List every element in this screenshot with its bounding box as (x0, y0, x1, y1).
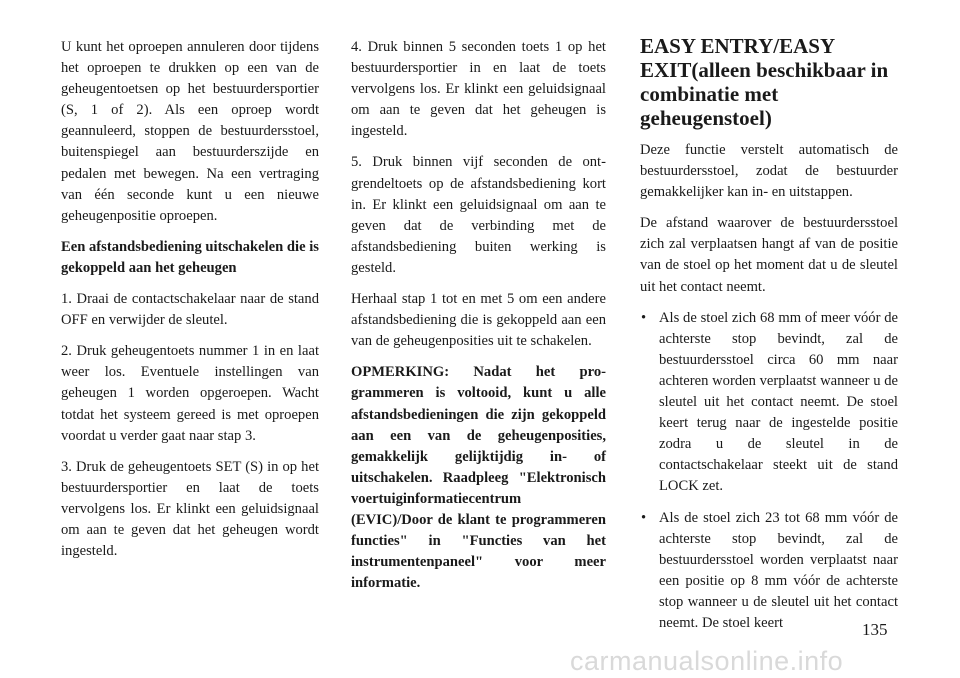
step-5: 5. Druk binnen vijf seconden de ontgrendeltoets op de afstandsbediening kort in. Er klinkt een geluidsignaal om aan te geven dat de verbinding met de afstandsbediening buiten werking is gesteld. (351, 154, 606, 276)
section-heading-disable-remote: Een afstandsbediening uitschakelen die is gekoppeld aan het geheugen (61, 238, 319, 276)
text-column-left (61, 37, 319, 572)
note-paragraph: OPMERKING: Nadat het programmeren is voltooid, kunt u alle afstandsbedieningen die zijn gekoppeld aan een van de geheugenposities, gemakkelijk gelijktijdig in- of uitschakelen. Raadpleeg "Elektronisch voertuiginformatiecentrum (EVIC)/Door de klant te programmeren functies" in "Functies van het instrumentenpaneel" voor meer informatie. (351, 364, 606, 592)
step-3: 3. Druk de geheugentoets SET (S) in op het bestuurdersportier en laat de toets vervolgens los. Er klinkt een geluidsignaal om aan te geven dat het geheugen wordt ingesteld. (61, 458, 319, 560)
paragraph-distance: De afstand waarover de bestuurdersstoel zich zal verplaatsen hangt af van de positie van de stoel op het moment dat u de sleutel uit het contact neemt. (640, 215, 898, 295)
section-title-easy-entry: EASY ENTRY/EASY EXIT(alleen beschikbaar in combinatie met geheugenstoel) (640, 34, 889, 130)
list-item (640, 308, 898, 498)
step-4: 4. Druk binnen 5 seconden toets 1 op het bestuurdersportier in en laat de toets vervolgens los. Er klinkt een geluidsignaal om aan te geven dat het geheugen is ingesteld. (351, 39, 606, 140)
bullet-list (640, 308, 898, 634)
text-column-right (640, 34, 898, 644)
page-number: 135 (862, 620, 888, 639)
text-column-middle (351, 37, 606, 604)
bullet-icon: • (641, 309, 647, 326)
list-item-text: Als de stoel zich 68 mm of meer vóór de achterste stop bevindt, zal de bestuurdersstoel circa 60 mm naar achteren worden verplaatst wanneer u de sleutel uit het contact neemt. De stoel keert terug naar de ingestelde positie zodra u de sleutel in de contactschakelaar steekt uit de stand LOCK zet. (659, 309, 898, 495)
list-item-text: Als de stoel zich 23 tot 68 mm vóór de achterste stop bevindt, zal de bestuurdersstoel worden verplaatst naar een positie op 8 mm vóór de achterste stop wanneer u de sleutel uit het contact neemt. De stoel keert (659, 509, 898, 631)
paragraph-repeat: Herhaal stap 1 tot en met 5 om een andere afstandsbediening die is gekoppeld aan een van de geheugenposities uit te schakelen. (351, 291, 606, 350)
step-1: 1. Draai de contactschakelaar naar de stand OFF en verwijder de sleutel. (61, 291, 319, 329)
list-item (640, 508, 898, 635)
watermark: carmanualsonline.info (570, 646, 844, 676)
step-2: 2. Druk geheugentoets nummer 1 in en laat weer los. Eventuele instellingen van geheugen 1 worden opgeroepen. Wacht totdat het systeem gereed is met oproepen voordat u verder gaat naar stap 3. (61, 343, 319, 444)
paragraph-cancel-recall: U kunt het oproepen annuleren door tijdens het oproepen te drukken op een van de geheugentoetsen op het bestuurdersportier (S, 1 of 2). Als een oproep wordt geannuleerd, stoppen de bestuurdersstoel, buitenspiegel aan bestuurderszijde en pedalen met bewegen. Na een vertraging van één seconde kunt u een nieuwe geheugenpositie oproepen. (61, 39, 319, 224)
bullet-icon: • (641, 509, 647, 526)
paragraph-function: Deze functie verstelt automatisch de bestuurdersstoel, zodat de bestuurder gemakkelijker kan in- en uitstappen. (640, 142, 898, 201)
